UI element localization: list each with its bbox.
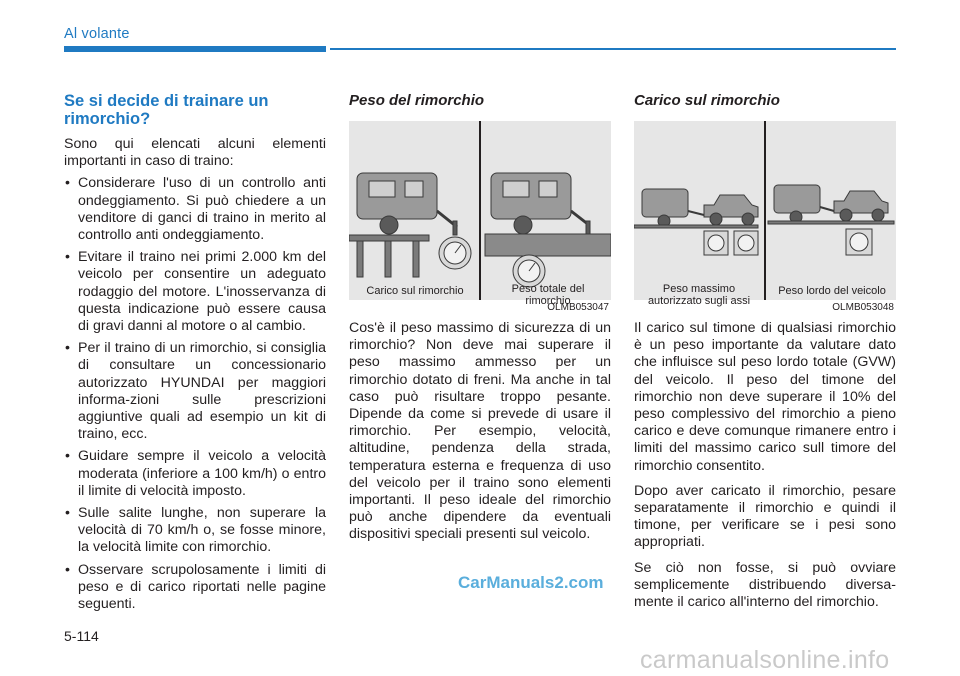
tongue-load-heading: Carico sul rimorchio (634, 92, 780, 109)
tongue-load-body-3: Se ciò non fosse, si può ovviare semplicemente distribuendo diversa-mente il carico all'interno del rimorchio. (634, 559, 896, 611)
section-title: Al volante (64, 26, 130, 42)
tongue-load-body-1: Il carico sul timone di qualsiasi rimorchio è un peso importante da valutare dato che influisce sul peso lordo totale (GVW) del veicolo. Il peso del timone del rimorchio non deve superare il 10% del peso complessivo del rimorchio a pieno carico e deve comunque rimanere entro i limiti del massimo carico sull timore del rimorchio consentito. (634, 320, 896, 474)
page-number: 5-114 (64, 628, 99, 644)
figure-caption-left: Carico sul rimorchio (366, 285, 464, 297)
bullet-icon: • (65, 448, 70, 465)
bullet-icon: • (65, 340, 70, 357)
bullet-icon: • (65, 505, 70, 522)
list-item: • Osservare scrupolosamente i limiti di peso e di carico riportati nelle pagine seguenti. (65, 561, 326, 613)
watermark-logo: CarManuals2.com (458, 573, 604, 592)
figure-code: OLMB053048 (832, 302, 894, 313)
towing-heading: Se si decide di trainare un rimorchio? (64, 92, 269, 128)
towing-bullet-list (64, 175, 326, 613)
list-item: • Per il traino di un rimorchio, si consiglia di consultare un concessionario autorizzato HYUNDAI per maggiori informa-zioni sulle prescrizioni aggiuntive quali ad esempio un kit di traino, ecc. (65, 340, 326, 443)
trailer-weight-heading: Peso del rimorchio (349, 92, 485, 109)
bullet-icon: • (65, 175, 70, 192)
list-item: • Considerare l'uso di un controllo anti ondeggiamento. Si può chiedere a un venditore di ganci di traino in merito al controllo anti ondeggiamento. (65, 175, 326, 244)
figure-caption-right: Peso lordo del veicolo (778, 285, 886, 297)
header-rule-thin (330, 48, 896, 50)
figure-divider (764, 121, 766, 300)
figure-code: OLMB053047 (547, 302, 609, 313)
bullet-icon: • (65, 249, 70, 266)
tongue-load-figure (634, 121, 896, 311)
column-tongue-load (634, 92, 896, 611)
list-item: • Guidare sempre il veicolo a velocità moderata (inferiore a 100 km/h) o entro il limite di velocità imposto. (65, 448, 326, 499)
tongue-load-body-2: Dopo aver caricato il rimorchio, pesare separatamente il rimorchio e quindi il timone, per verificare se i pesi sono appropriati. (634, 482, 896, 551)
trailer-weight-figure (349, 121, 611, 311)
figure-caption-right: Peso totale del rimorchio (511, 283, 585, 307)
header-rule-thick (64, 46, 326, 52)
column-towing-tips (64, 92, 326, 618)
bullet-icon: • (65, 561, 70, 578)
list-item: • Sulle salite lunghe, non superare la velocità di 70 km/h o, se fosse minore, la velocità limite con rimorchio. (65, 505, 326, 556)
figure-caption-left: Peso massimo autorizzato sugli assi (647, 283, 751, 307)
trailer-weight-body: Cos'è il peso massimo di sicurezza di un rimorchio? Non deve mai superare il peso massimo ammesso per un rimorchio dotato di freni. Ma anche in tal caso può risultare troppo pesante. Dipende da come si prevede di usare il rimorchio. Per esempio, velocità, altitudine, pendenza della strada, temperatura esterna e frequenza di uso del veicolo per il traino sono elementi importanti. Il peso ideale del rimorchio può anche dipendere da eventuali dispositivi speciali presenti sul veicolo. (349, 320, 611, 543)
site-watermark: carmanualsonline.info (640, 646, 890, 674)
list-item: • Evitare il traino nei primi 2.000 km del veicolo per consentire un adeguato rodaggio del motore. L'inosservanza di questa indicazione può essere causa di gravi danni al motore o al cambio. (65, 249, 326, 335)
figure-divider (479, 121, 481, 300)
column-trailer-weight (349, 92, 611, 544)
towing-intro: Sono qui elencati alcuni elementi importanti in caso di traino: (64, 136, 326, 170)
